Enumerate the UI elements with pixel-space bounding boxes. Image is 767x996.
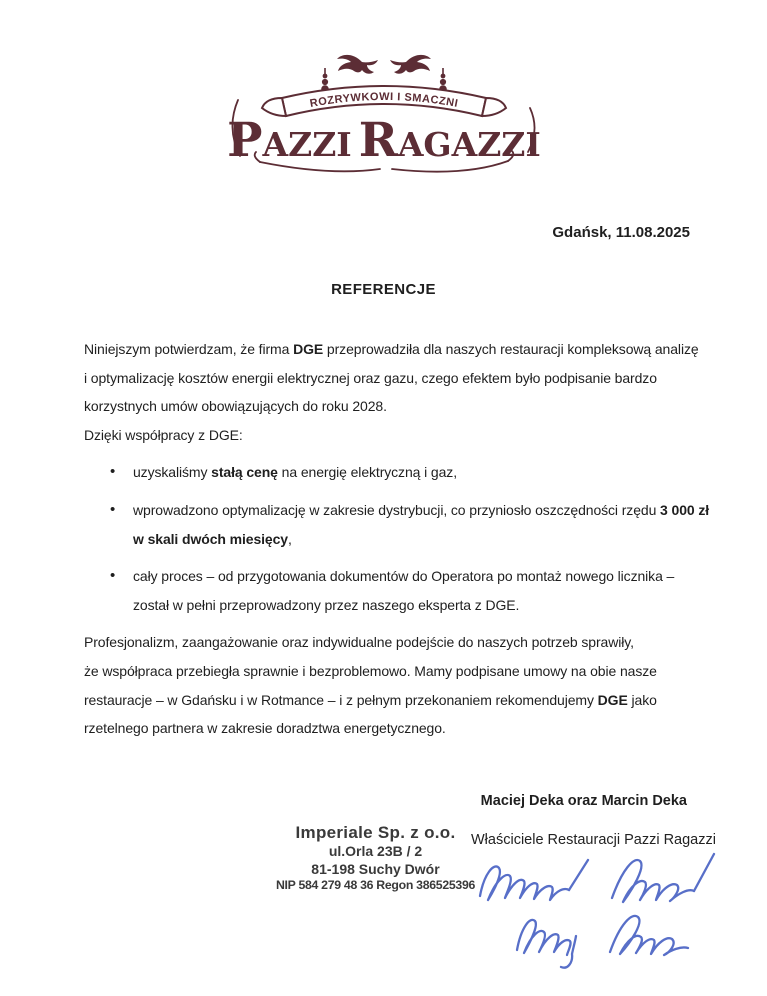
intro-paragraph: Niniejszym potwierdzam, że firma DGE przeprowadziła dla naszych restauracji kompleksową analizę i optymalizację kosztów energii elektrycznej oraz gazu, czego efektem było podpisanie bardzo korzystnych umów obowiązujących do roku 2028. Dzięki współpracy z DGE: xyxy=(84,341,699,443)
signatory-names: Maciej Deka oraz Marcin Deka xyxy=(480,793,687,809)
handwritten-signatures xyxy=(462,838,762,973)
list-item: • wprowadzono optymalizację w zakresie dystrybucji, co przyniosło oszczędności rzędu 3 000 zł w skali dwóch miesięcy, xyxy=(84,496,709,553)
list-item: • cały proces – od przygotowania dokumentów do Operatora po montaż nowego licznika – został w pełni przeprowadzony przez naszego eksperta z DGE. xyxy=(84,562,709,619)
stamp-address-line2: 81-198 Suchy Dwór xyxy=(311,860,440,877)
benefits-list xyxy=(84,458,709,619)
stamp-address-line1: ul.Orla 23B / 2 xyxy=(328,843,423,860)
banner-ribbon xyxy=(262,86,506,116)
bird-icon xyxy=(390,55,431,74)
restaurant-logo xyxy=(224,38,544,178)
signature-ink-graphic xyxy=(462,838,762,973)
stamp-company-name: Imperiale Sp. z o.o. xyxy=(295,823,456,842)
pazzi-ragazzi-logo-graphic xyxy=(224,38,544,178)
document-title: REFERENCJE xyxy=(331,281,436,298)
bird-icon xyxy=(337,55,378,74)
list-item: • uzyskaliśmy stałą cenę na energię elektryczną i gaz, xyxy=(84,458,709,487)
closing-paragraph: Profesjonalizm, zaangażowanie oraz indywidualne podejście do naszych potrzeb sprawiły, że współpraca przebiegła sprawnie i bezproblemowo. Mamy podpisane umowy na obie nasze restauracje – w Gdańsku i w Rotmance – i z pełnym przekonaniem rekomendujemy DGE jako rzetelnego partnera w zakresie doradztwa energetycznego. xyxy=(84,634,657,737)
signatory-role: Właściciele Restauracji Pazzi Ragazzi xyxy=(471,832,716,848)
stamp-registration-numbers: NIP 584 279 48 36 Regon 386525396 xyxy=(275,878,476,893)
place-and-date: Gdańsk, 11.08.2025 xyxy=(552,224,690,241)
logo-banner-text: ROZRYWKOWI I SMACZNI xyxy=(308,90,459,110)
letter-body xyxy=(84,335,709,743)
company-stamp xyxy=(268,822,483,894)
logo-wordmark: PAZZI RAGAZZI xyxy=(226,113,541,168)
